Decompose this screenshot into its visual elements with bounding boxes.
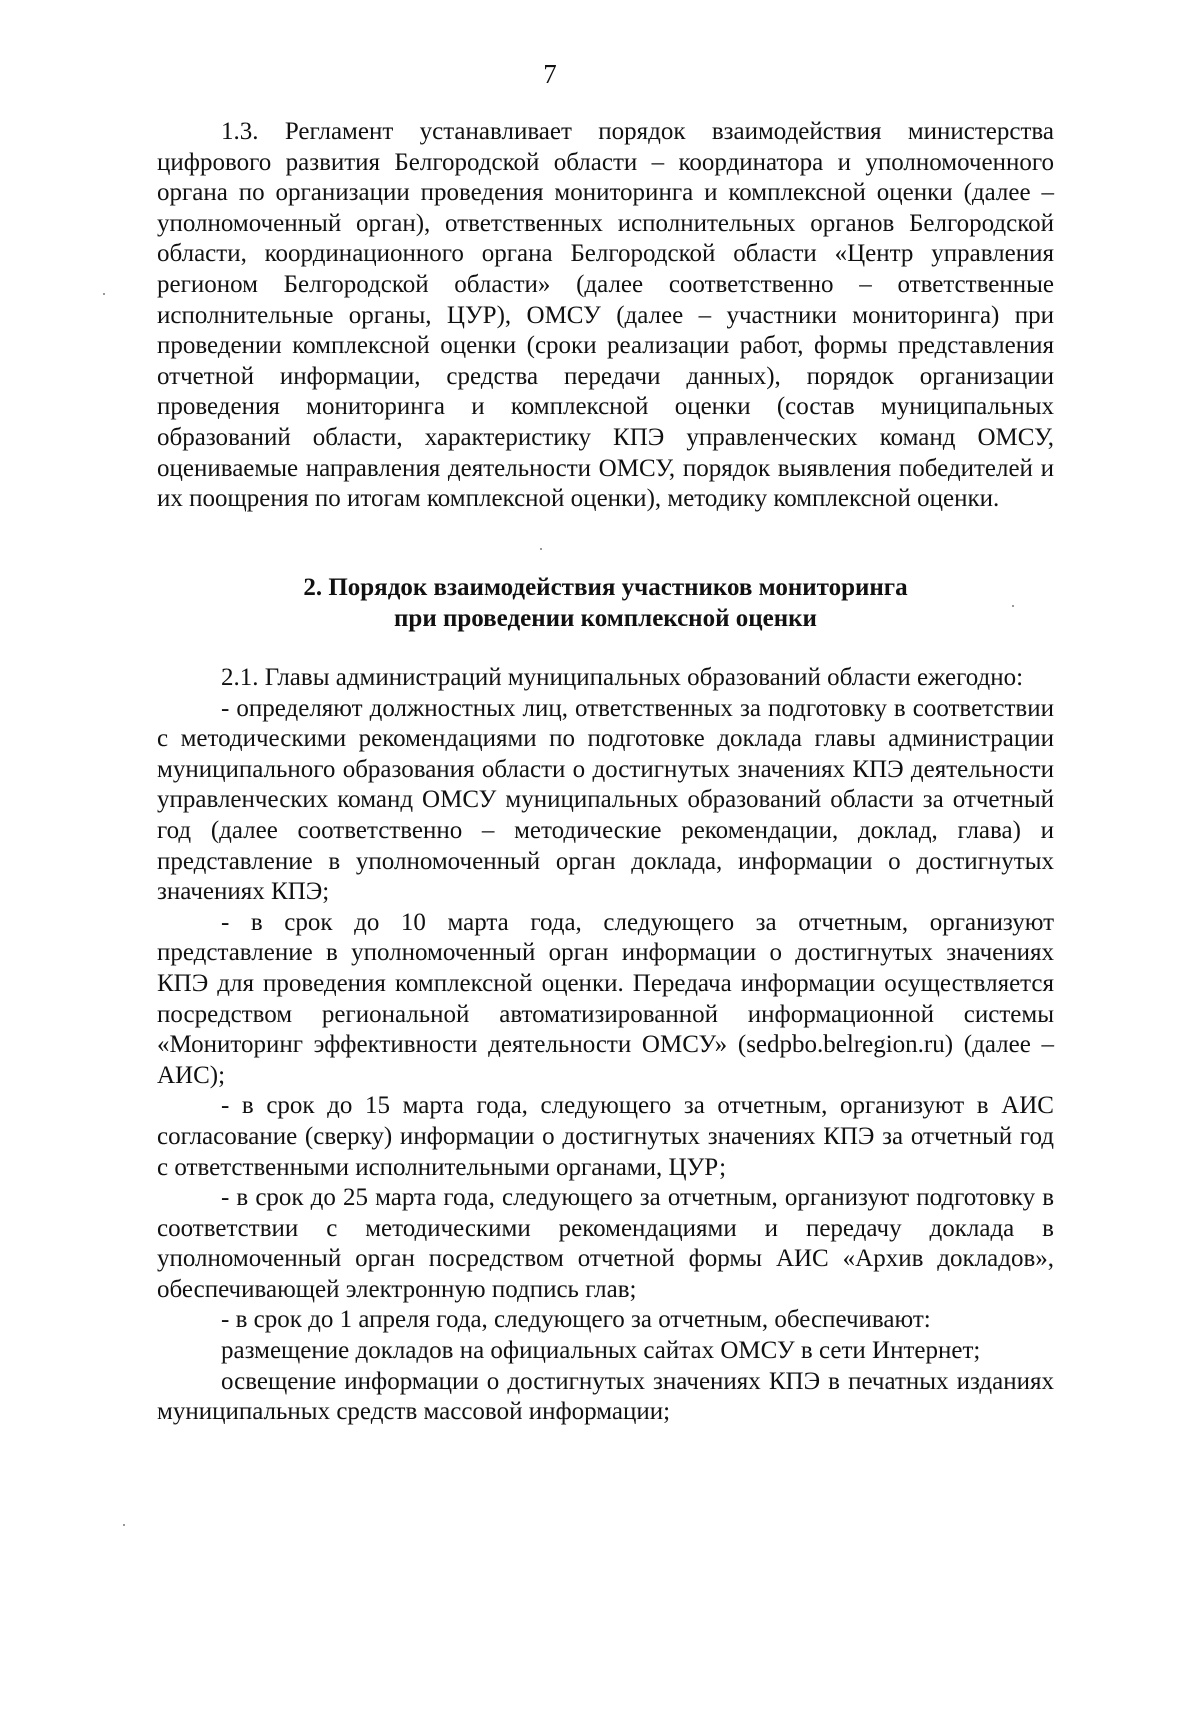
scan-speck — [123, 1524, 125, 1526]
section-2-body — [157, 663, 1054, 1428]
section-1-3 — [157, 117, 1054, 515]
page-number: 7 — [543, 59, 557, 89]
list-item-march-10: - в срок до 10 марта года, следующего за отчетным, организуют представление в уполномоченный орган информации о достигнутых значениях КПЭ для проведения комплексной оценки. Передача информации осуществляется посредством региональной автоматизированной информационной системы «Мониторинг эффективности деятельности ОМСУ» (sedpbo.belregion.ru) (далее – АИС); — [157, 908, 1054, 1089]
list-item-assign-officials: - определяют должностных лиц, ответственных за подготовку в соответствии с методическими рекомендациями по подготовке доклада главы администрации муниципального образования области о достигнутых значениях КПЭ деятельности управленческих команд ОМСУ муниципальных образований области за отчетный год (далее соответственно – методические рекомендации, доклад, глава) и представление в уполномоченный орган доклада, информации о достигнутых значениях КПЭ; — [157, 694, 1054, 906]
list-item-april-1: - в срок до 1 апреля года, следующего за отчетным, обеспечивают: — [221, 1306, 931, 1334]
list-item-publish-websites: размещение докладов на официальных сайтах ОМСУ в сети Интернет; — [221, 1337, 981, 1365]
scan-speck — [1012, 605, 1014, 607]
list-item-march-15: - в срок до 15 марта года, следующего за отчетным, организуют в АИС согласование (сверку) информации о достигнутых значениях КПЭ за отчетный год с ответственными исполнительными органами, ЦУР; — [157, 1092, 1054, 1181]
section-2-heading-line-2: при проведении комплексной оценки — [394, 605, 817, 632]
list-item-print-media: освещение информации о достигнутых значениях КПЭ в печатных изданиях муниципальных средств массовой информации; — [157, 1367, 1054, 1426]
list-item-march-25: - в срок до 25 марта года, следующего за отчетным, организуют подготовку в соответствии с методическими рекомендациями и передачу доклада в уполномоченный орган посредством отчетной формы АИС «Архив докладов», обеспечивающей электронную подпись глав; — [157, 1184, 1054, 1303]
scan-speck — [540, 548, 542, 550]
paragraph-1-3: 1.3. Регламент устанавливает порядок взаимодействия министерства цифрового развития Белгородской области – координатора и уполномоченного органа по организации проведения мониторинга и комплексной оценки (далее – уполномоченный орган), ответственных исполнительных органов Белгородской области, координационного органа Белгородской области «Центр управления регионом Белгородской области» (далее соответственно – ответственные исполнительные органы, ЦУР), ОМСУ (далее – участники мониторинга) при проведении комплексной оценки (сроки реализации работ, формы представления отчетной информации, средства передачи данных), порядок организации проведения мониторинга и комплексной оценки (состав муниципальных образований области, характеристику КПЭ управленческих команд ОМСУ, оцениваемые направления деятельности ОМСУ, порядок выявления победителей и их поощрения по итогам комплексной оценки), методику комплексной оценки. — [157, 118, 1054, 513]
paragraph-2-1: 2.1. Главы администраций муниципальных образований области ежегодно: — [221, 664, 1024, 691]
section-2-heading — [157, 572, 1054, 634]
scan-speck — [103, 293, 105, 295]
section-2-heading-line-1: 2. Порядок взаимодействия участников мониторинга — [303, 574, 908, 601]
